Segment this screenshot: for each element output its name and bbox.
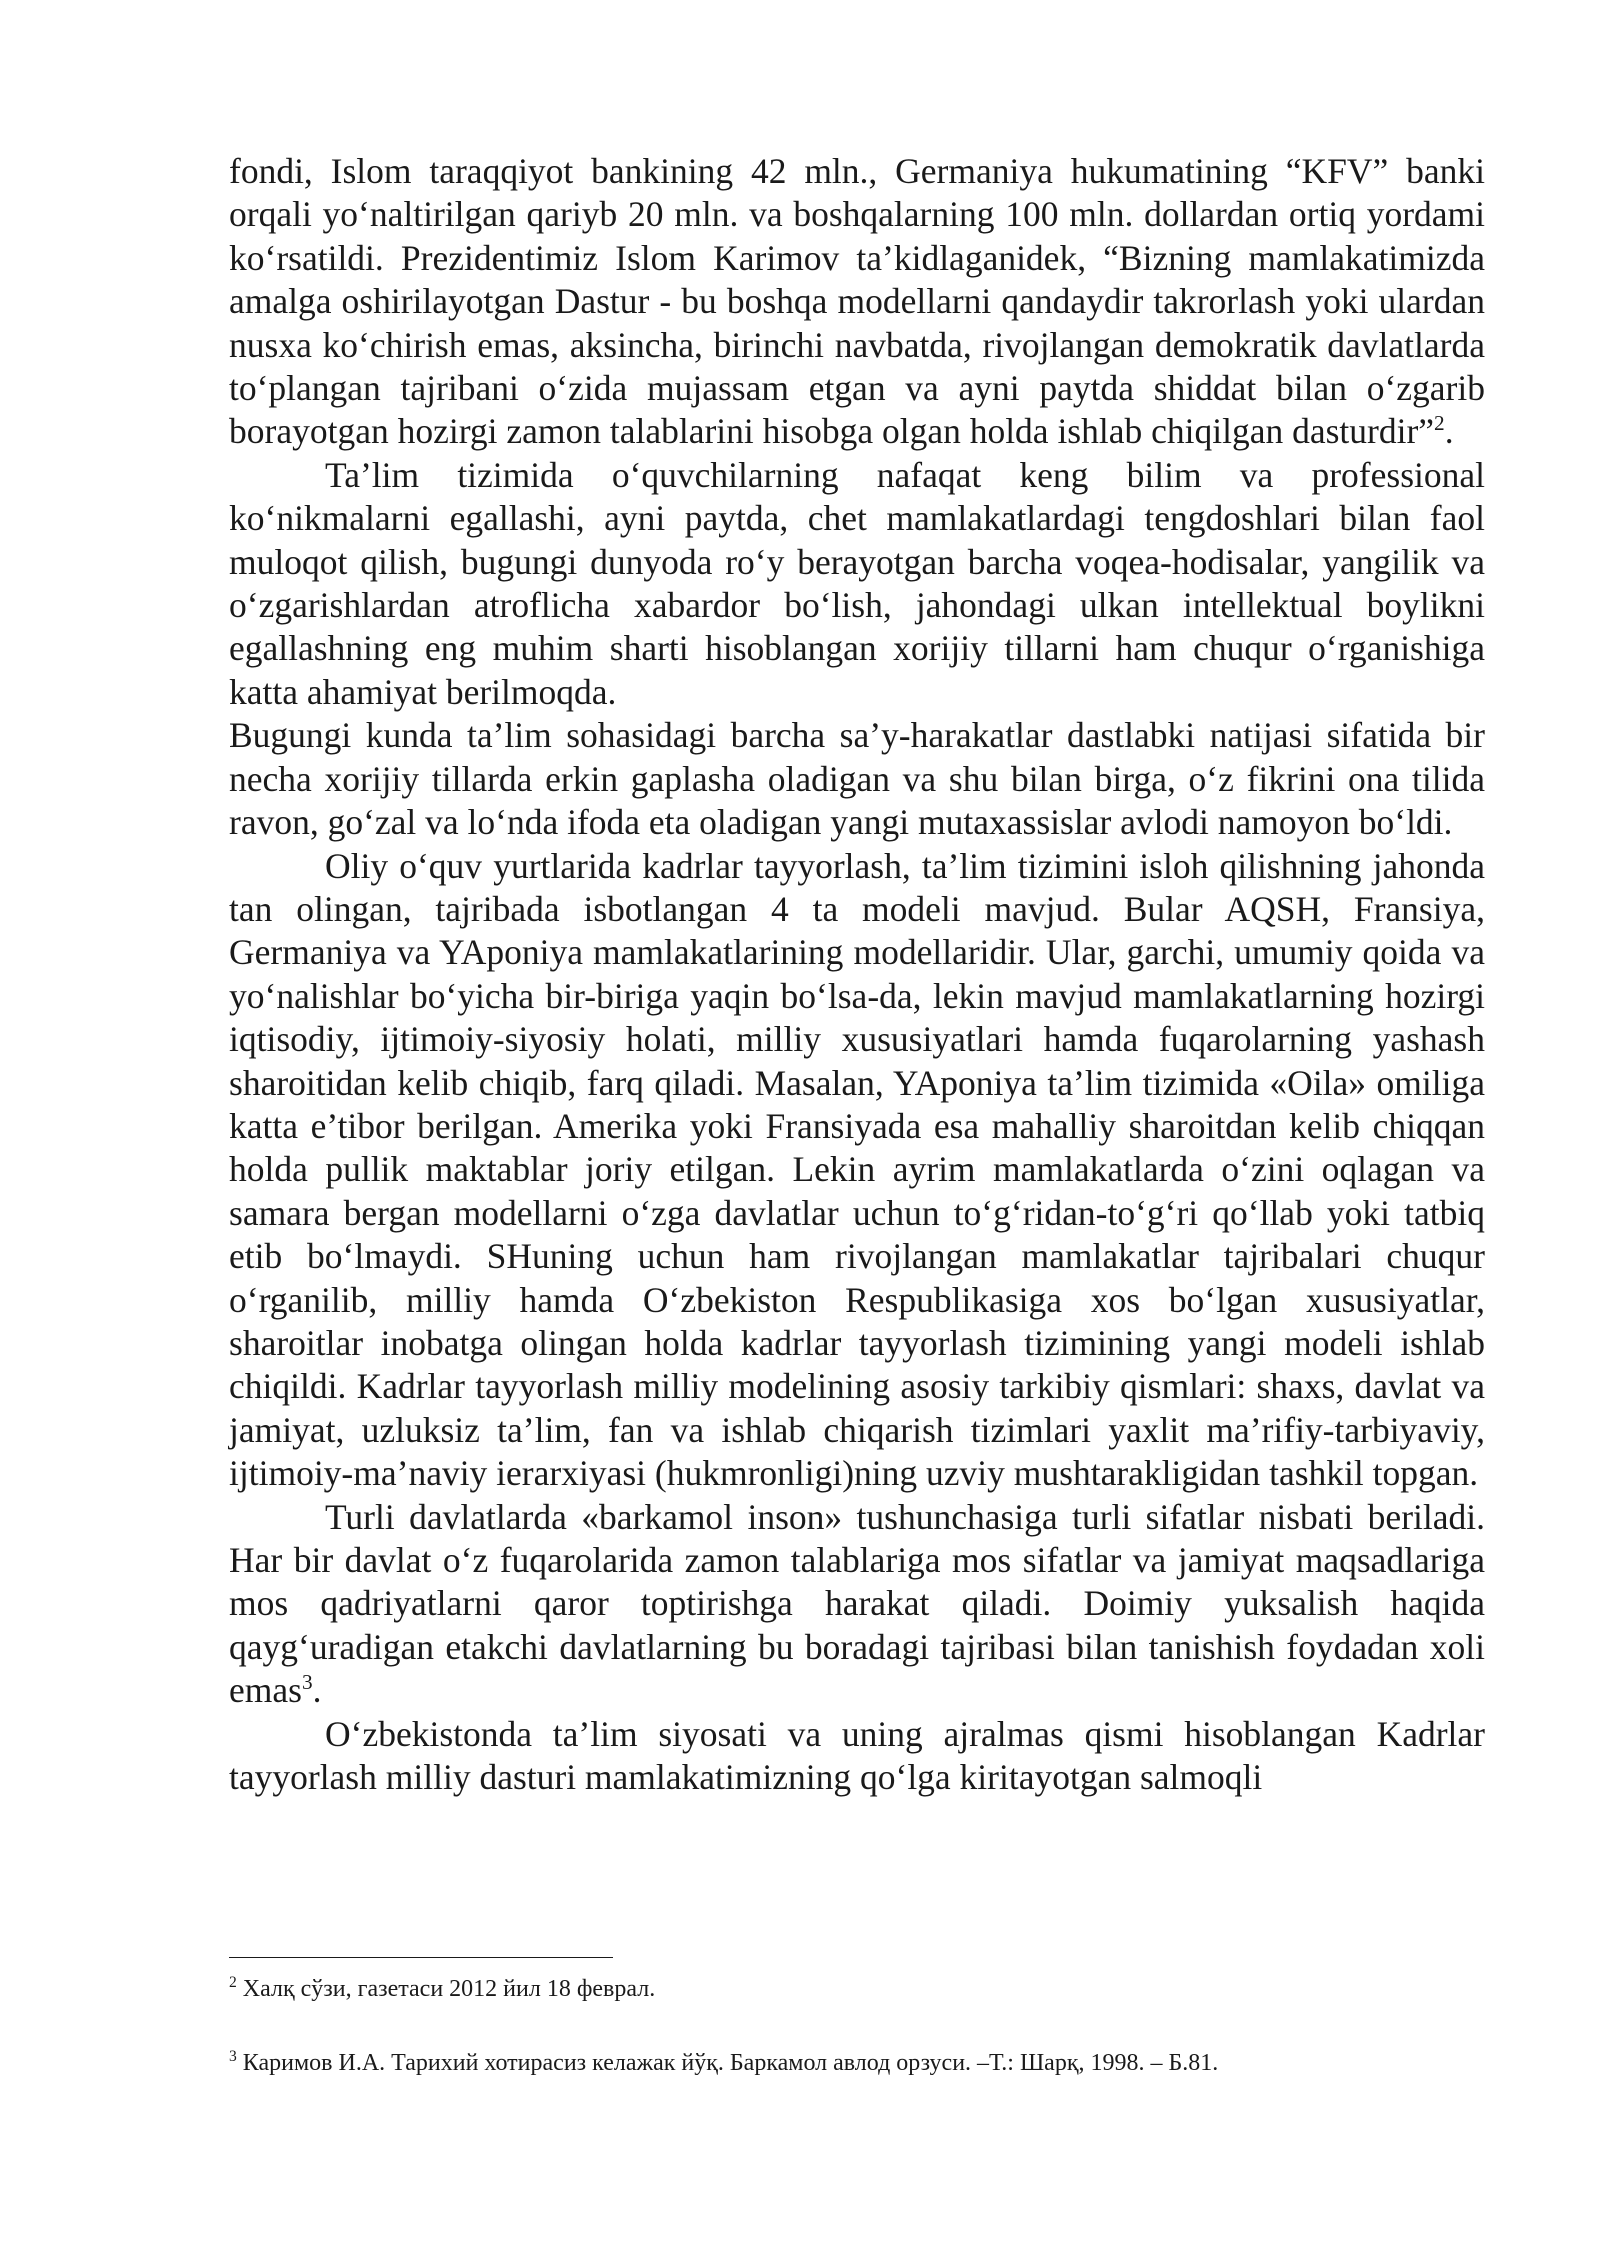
footnote-reference[interactable]: 2 [1434,411,1445,436]
paragraph-tail: . [312,1670,322,1711]
footnote-text: Каримов И.А. Тарихий хотирасиз келажак йўқ. Баркамол авлод орзуси. –Т.: Шарқ, 1998. – Б.81. [236,2050,1219,2076]
paragraph [229,1496,1485,1713]
document-body [229,150,1485,1799]
paragraph-text: Bugungi kunda ta’lim sohasidagi barcha sa’y-harakatlar dastlabki natijasi sifatida bir necha xorijiy tillarda erkin gaplasha oladigan va shu bilan birga, o‘z fikrini ona tilida ravon, go‘zal va lo‘nda ifoda eta oladigan yangi mutaxassislar avlodi namoyon bo‘ldi. [229,715,1485,843]
paragraph [229,1713,1485,1800]
paragraph-tail: . [1444,411,1454,452]
footnote-reference[interactable]: 3 [301,1670,313,1695]
paragraph [229,150,1485,454]
footnote [229,2048,1485,2078]
paragraph-text: Oliy o‘quv yurtlarida kadrlar tayyorlash, ta’lim tizimini isloh qilishning jahonda tan olingan, tajribada isbotlangan 4 ta modeli mavjud. Bular AQSH, Fransiya, Germaniya va YAponiya mamlakatlarining modellaridir. Ular, garchi, umumiy qoida va yo‘nalishlar bo‘yicha bir-biriga yaqin bo‘lsa-da, lekin mavjud mamlakatlarning hozirgi iqtisodiy, ijtimoiy-siyosiy holati, milliy xususiyatlari hamda fuqarolarning yashash sharoitidan kelib chiqib, farq qiladi. Masalan, YAponiya ta’lim tizimida «Oila» omiliga katta e’tibor berilgan. Amerika yoki Fransiyada esa mahalliy sharoitdan kelib chiqqan holda pullik maktablar joriy etilgan. Lekin ayrim mamlakatlarda o‘zini oqlagan va samara bergan modellarni o‘zga davlatlar uchun to‘g‘ridan-to‘g‘ri qo‘llab yoki tatbiq etib bo‘lmaydi. SHuning uchun ham rivojlangan mamlakatlar tajribalari chuqur o‘rganilib, milliy hamda O‘zbekiston Respublikasiga xos bo‘lgan xususiyatlar, sharoitlar inobatga olingan holda kadrlar tayyorlash tizimining yangi modeli ishlab chiqildi. Kadrlar tayyorlash milliy modelining asosiy tarkibiy qismlari: shaxs, davlat va jamiyat, uzluksiz ta’lim, fan va ishlab chiqarish tizimlari yaxlit ma’rifiy-tarbiyaviy, ijtimoiy-ma’naviy ierarxiyasi (hukmronligi)ning uzviy mushtarakligidan tashkil topgan. [229,845,1485,1494]
paragraph-text: fondi, Islom taraqqiyot bankining 42 mln., Germaniya hukumatining “KFV” banki orqali yo‘naltirilgan qariyb 20 mln. va boshqalarning 100 mln. dollardan ortiq yordami ko‘rsatildi. Prezidentimiz Islom Karimov ta’kidlaganidek, “Bizning mamlakatimizda amalga oshirilayotgan Dastur - bu boshqa modellarni qandaydir takrorlash yoki ulardan nusxa ko‘chirish emas, aksincha, birinchi navbatda, rivojlangan demokratik davlatlarda to‘plangan tajribani o‘zida mujassam etgan va ayni paytda shiddat bilan o‘zgarib borayotgan hozirgi zamon talablarini hisobga olgan holda ishlab chiqilgan dasturdir” [229,151,1485,452]
paragraph [229,454,1485,714]
paragraph-text: O‘zbekistonda ta’lim siyosati va uning ajralmas qismi hisoblangan Kadrlar tayyorlash milliy dasturi mamlakatimizning qo‘lga kiritayotgan salmoqli [229,1713,1485,1798]
paragraph-text: Ta’lim tizimida o‘quvchilarning nafaqat keng bilim va professional ko‘nikmalarni egallashi, ayni paytda, chet mamlakatlardagi tengdoshlari bilan faol muloqot qilish, bugungi dunyoda ro‘y berayotgan barcha voqea-hodisalar, yangilik va o‘zgarishlardan atroflicha xabardor bo‘lish, jahondagi ulkan intellektual boylikni egallashning eng muhim sharti hisoblangan xorijiy tillarni ham chuqur o‘rganishiga katta ahamiyat berilmoqda. [229,454,1485,712]
footnote-separator [229,1957,613,1958]
footnote-mark: 3 [229,2048,237,2065]
footnote [229,1974,1485,2004]
paragraph [229,714,1485,844]
footnote-mark: 2 [229,1974,237,1991]
paragraph-text: Turli davlatlarda «barkamol inson» tushunchasiga turli sifatlar nisbati beriladi. Har bir davlat o‘z fuqarolarida zamon talablariga mos sifatlar va jamiyat maqsadlariga mos qadriyatlarni qaror toptirishga harakat qiladi. Doimiy yuksalish haqida qayg‘uradigan etakchi davlatlarning bu boradagi tajribasi bilan tanishish foydadan xoli emas [229,1496,1485,1711]
paragraph [229,845,1485,1496]
footnote-text: Халқ сўзи, газетаси 2012 йил 18 феврал. [236,1976,656,2002]
